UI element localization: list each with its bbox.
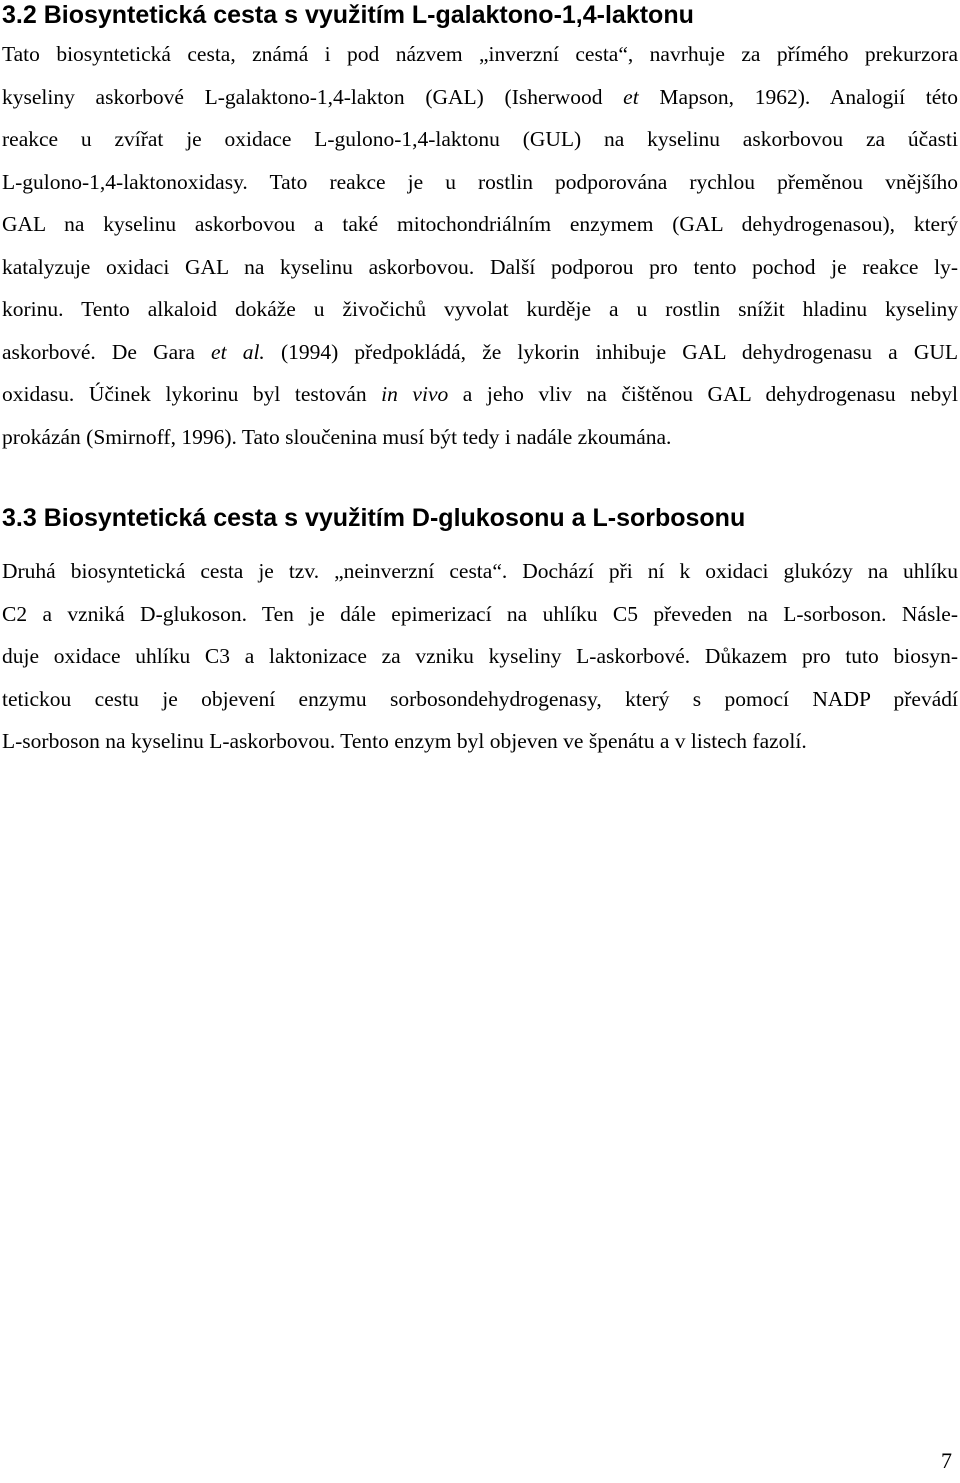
text-line: korinu. Tento alkaloid dokáže u živočichů vyvolat kurděje a u rostlin snížit hladinu kyseliny <box>2 297 958 321</box>
text-line: L-gulono-1,4-laktonoxidasy. Tato reakce je u rostlin podporována rychlou přeměnou vnějšího <box>2 169 958 194</box>
section-heading-3-2: 3.2 Biosyntetická cesta s využitím L-galaktono-1,4-laktonu <box>2 1 694 29</box>
text-line: Druhá biosyntetická cesta je tzv. „neinverzní cesta“. Dochází při ní k oxidaci glukózy na uhlíku <box>2 559 958 583</box>
section-heading-3-3: 3.3 Biosyntetická cesta s využitím D-glukosonu a L-sorbosonu <box>2 504 746 532</box>
text-line: askorbové. De Gara et al. (1994) předpokládá, že lykorin inhibuje GAL dehydrogenasu a GUL <box>2 339 958 364</box>
text-line: reakce u zvířat je oxidace L-gulono-1,4-laktonu (GUL) na kyselinu askorbovou za účasti <box>2 127 958 151</box>
text-line: Tato biosyntetická cesta, známá i pod názvem „inverzní cesta“, navrhuje za přímého prekurzora <box>2 42 958 66</box>
text-line: oxidasu. Účinek lykorinu byl testován in vivo a jeho vliv na čištěnou GAL dehydrogenasu nebyl <box>2 382 958 406</box>
text-line: tetickou cestu je objevení enzymu sorbosondehydrogenasy, který s pomocí NADP převádí <box>2 686 958 711</box>
paragraph-galaktono-pathway <box>2 33 958 458</box>
text-line: C2 a vzniká D-glukoson. Ten je dále epimerizací na uhlíku C5 převeden na L-sorboson. Násle- <box>2 601 958 626</box>
paragraph-glukoson-pathway <box>2 550 958 763</box>
page-number: 7 <box>941 1448 952 1473</box>
italic-term: et al. <box>211 339 265 364</box>
text-line: prokázán (Smirnoff, 1996). Tato sloučenina musí být tedy i nadále zkoumána. <box>2 424 672 449</box>
italic-term: et <box>623 84 639 109</box>
text-line: duje oxidace uhlíku C3 a laktonizace za vzniku kyseliny L-askorbové. Důkazem pro tuto biosyn- <box>2 644 958 668</box>
text-line: kyseliny askorbové L-galaktono-1,4-lakton (GAL) (Isherwood et Mapson, 1962). Analogií této <box>2 84 958 109</box>
text-line: katalyzuje oxidaci GAL na kyselinu askorbovou. Další podporou pro tento pochod je reakce ly- <box>2 254 958 279</box>
text-line: GAL na kyselinu askorbovou a také mitochondriálním enzymem (GAL dehydrogenasou), který <box>2 212 958 236</box>
text-line: L-sorboson na kyselinu L-askorbovou. Tento enzym byl objeven ve špenátu a v listech fazolí. <box>2 729 807 753</box>
italic-term: in vivo <box>381 382 449 406</box>
